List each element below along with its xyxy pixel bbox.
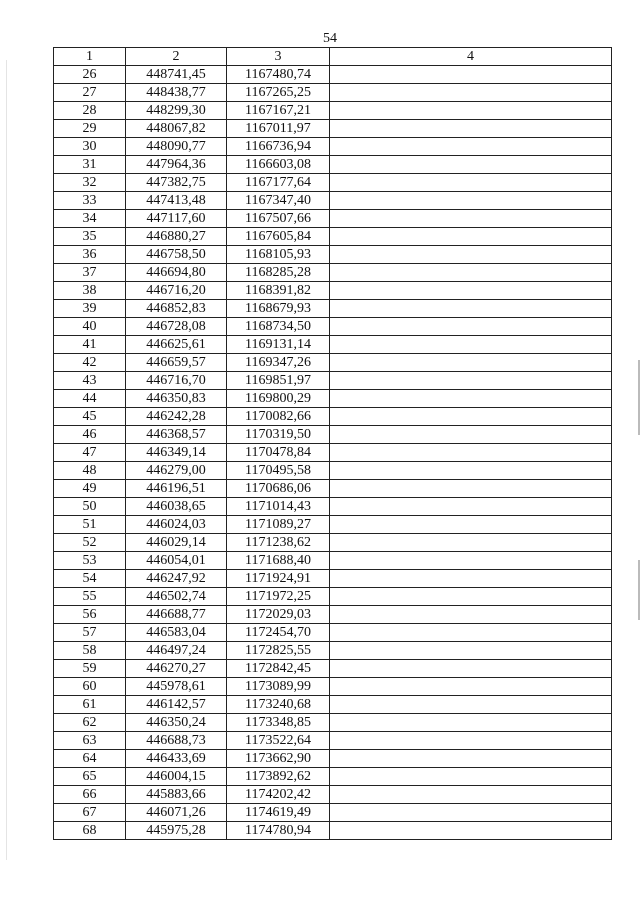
x-coordinate-cell: 446270,27 xyxy=(126,660,227,678)
y-coordinate-cell: 1171238,62 xyxy=(227,534,330,552)
x-coordinate-cell: 446694,80 xyxy=(126,264,227,282)
notes-cell xyxy=(330,156,612,174)
table-row xyxy=(54,354,612,372)
x-coordinate-cell: 446852,83 xyxy=(126,300,227,318)
notes-cell xyxy=(330,768,612,786)
table-row xyxy=(54,606,612,624)
notes-cell xyxy=(330,642,612,660)
point-number-cell: 28 xyxy=(54,102,126,120)
point-number-cell: 63 xyxy=(54,732,126,750)
y-coordinate-cell: 1168391,82 xyxy=(227,282,330,300)
point-number-cell: 55 xyxy=(54,588,126,606)
table-row xyxy=(54,246,612,264)
notes-cell xyxy=(330,678,612,696)
x-coordinate-cell: 446688,77 xyxy=(126,606,227,624)
notes-cell xyxy=(330,426,612,444)
notes-cell xyxy=(330,138,612,156)
y-coordinate-cell: 1168105,93 xyxy=(227,246,330,264)
point-number-cell: 65 xyxy=(54,768,126,786)
x-coordinate-cell: 446502,74 xyxy=(126,588,227,606)
point-number-cell: 67 xyxy=(54,804,126,822)
table-header-row xyxy=(54,48,612,66)
table-row xyxy=(54,372,612,390)
y-coordinate-cell: 1174619,49 xyxy=(227,804,330,822)
x-coordinate-cell: 446368,57 xyxy=(126,426,227,444)
coordinates-table xyxy=(53,47,612,840)
column-header-4: 4 xyxy=(330,48,612,66)
table-row xyxy=(54,678,612,696)
x-coordinate-cell: 446728,08 xyxy=(126,318,227,336)
table-row xyxy=(54,516,612,534)
table-row xyxy=(54,192,612,210)
table-row xyxy=(54,750,612,768)
x-coordinate-cell: 446029,14 xyxy=(126,534,227,552)
notes-cell xyxy=(330,210,612,228)
y-coordinate-cell: 1174202,42 xyxy=(227,786,330,804)
x-coordinate-cell: 445975,28 xyxy=(126,822,227,840)
x-coordinate-cell: 446247,92 xyxy=(126,570,227,588)
notes-cell xyxy=(330,570,612,588)
table-row xyxy=(54,588,612,606)
notes-cell xyxy=(330,462,612,480)
y-coordinate-cell: 1173892,62 xyxy=(227,768,330,786)
table-row xyxy=(54,642,612,660)
point-number-cell: 49 xyxy=(54,480,126,498)
scan-margin-line xyxy=(6,60,7,860)
y-coordinate-cell: 1170082,66 xyxy=(227,408,330,426)
table-row xyxy=(54,570,612,588)
table-row xyxy=(54,732,612,750)
table-row xyxy=(54,768,612,786)
notes-cell xyxy=(330,66,612,84)
table-row xyxy=(54,84,612,102)
y-coordinate-cell: 1171972,25 xyxy=(227,588,330,606)
y-coordinate-cell: 1167167,21 xyxy=(227,102,330,120)
point-number-cell: 34 xyxy=(54,210,126,228)
notes-cell xyxy=(330,660,612,678)
table-row xyxy=(54,444,612,462)
y-coordinate-cell: 1174780,94 xyxy=(227,822,330,840)
table-row xyxy=(54,210,612,228)
y-coordinate-cell: 1171924,91 xyxy=(227,570,330,588)
point-number-cell: 52 xyxy=(54,534,126,552)
x-coordinate-cell: 448090,77 xyxy=(126,138,227,156)
x-coordinate-cell: 446024,03 xyxy=(126,516,227,534)
y-coordinate-cell: 1172454,70 xyxy=(227,624,330,642)
x-coordinate-cell: 446196,51 xyxy=(126,480,227,498)
point-number-cell: 31 xyxy=(54,156,126,174)
table-row xyxy=(54,426,612,444)
notes-cell xyxy=(330,300,612,318)
table-row xyxy=(54,336,612,354)
point-number-cell: 57 xyxy=(54,624,126,642)
point-number-cell: 43 xyxy=(54,372,126,390)
table-row xyxy=(54,66,612,84)
notes-cell xyxy=(330,750,612,768)
notes-cell xyxy=(330,444,612,462)
point-number-cell: 39 xyxy=(54,300,126,318)
notes-cell xyxy=(330,624,612,642)
notes-cell xyxy=(330,246,612,264)
point-number-cell: 33 xyxy=(54,192,126,210)
x-coordinate-cell: 446350,83 xyxy=(126,390,227,408)
x-coordinate-cell: 446142,57 xyxy=(126,696,227,714)
point-number-cell: 42 xyxy=(54,354,126,372)
notes-cell xyxy=(330,84,612,102)
table-row xyxy=(54,786,612,804)
notes-cell xyxy=(330,174,612,192)
x-coordinate-cell: 446716,20 xyxy=(126,282,227,300)
x-coordinate-cell: 448438,77 xyxy=(126,84,227,102)
point-number-cell: 27 xyxy=(54,84,126,102)
x-coordinate-cell: 446659,57 xyxy=(126,354,227,372)
table-row xyxy=(54,714,612,732)
column-header-3: 3 xyxy=(227,48,330,66)
x-coordinate-cell: 446242,28 xyxy=(126,408,227,426)
notes-cell xyxy=(330,390,612,408)
notes-cell xyxy=(330,552,612,570)
y-coordinate-cell: 1169800,29 xyxy=(227,390,330,408)
table-row xyxy=(54,174,612,192)
y-coordinate-cell: 1167347,40 xyxy=(227,192,330,210)
table-row xyxy=(54,138,612,156)
point-number-cell: 47 xyxy=(54,444,126,462)
point-number-cell: 62 xyxy=(54,714,126,732)
point-number-cell: 51 xyxy=(54,516,126,534)
notes-cell xyxy=(330,498,612,516)
x-coordinate-cell: 446583,04 xyxy=(126,624,227,642)
point-number-cell: 40 xyxy=(54,318,126,336)
notes-cell xyxy=(330,732,612,750)
table-row xyxy=(54,390,612,408)
y-coordinate-cell: 1168679,93 xyxy=(227,300,330,318)
y-coordinate-cell: 1170319,50 xyxy=(227,426,330,444)
x-coordinate-cell: 447964,36 xyxy=(126,156,227,174)
notes-cell xyxy=(330,516,612,534)
notes-cell xyxy=(330,714,612,732)
table-row xyxy=(54,696,612,714)
table-row xyxy=(54,228,612,246)
x-coordinate-cell: 447413,48 xyxy=(126,192,227,210)
notes-cell xyxy=(330,228,612,246)
table-row xyxy=(54,156,612,174)
x-coordinate-cell: 446054,01 xyxy=(126,552,227,570)
point-number-cell: 66 xyxy=(54,786,126,804)
point-number-cell: 61 xyxy=(54,696,126,714)
table-row xyxy=(54,408,612,426)
notes-cell xyxy=(330,534,612,552)
point-number-cell: 50 xyxy=(54,498,126,516)
notes-cell xyxy=(330,192,612,210)
point-number-cell: 68 xyxy=(54,822,126,840)
notes-cell xyxy=(330,408,612,426)
point-number-cell: 54 xyxy=(54,570,126,588)
x-coordinate-cell: 446758,50 xyxy=(126,246,227,264)
notes-cell xyxy=(330,606,612,624)
column-header-1: 1 xyxy=(54,48,126,66)
x-coordinate-cell: 448741,45 xyxy=(126,66,227,84)
table-row xyxy=(54,534,612,552)
y-coordinate-cell: 1170478,84 xyxy=(227,444,330,462)
notes-cell xyxy=(330,264,612,282)
x-coordinate-cell: 446279,00 xyxy=(126,462,227,480)
point-number-cell: 64 xyxy=(54,750,126,768)
x-coordinate-cell: 446071,26 xyxy=(126,804,227,822)
notes-cell xyxy=(330,786,612,804)
y-coordinate-cell: 1173522,64 xyxy=(227,732,330,750)
x-coordinate-cell: 446004,15 xyxy=(126,768,227,786)
table-row xyxy=(54,462,612,480)
point-number-cell: 58 xyxy=(54,642,126,660)
point-number-cell: 30 xyxy=(54,138,126,156)
x-coordinate-cell: 446688,73 xyxy=(126,732,227,750)
notes-cell xyxy=(330,372,612,390)
table-body xyxy=(54,66,612,840)
table-row xyxy=(54,822,612,840)
y-coordinate-cell: 1173348,85 xyxy=(227,714,330,732)
notes-cell xyxy=(330,336,612,354)
y-coordinate-cell: 1169347,26 xyxy=(227,354,330,372)
notes-cell xyxy=(330,480,612,498)
point-number-cell: 46 xyxy=(54,426,126,444)
notes-cell xyxy=(330,804,612,822)
y-coordinate-cell: 1167265,25 xyxy=(227,84,330,102)
y-coordinate-cell: 1171688,40 xyxy=(227,552,330,570)
y-coordinate-cell: 1166736,94 xyxy=(227,138,330,156)
y-coordinate-cell: 1170495,58 xyxy=(227,462,330,480)
y-coordinate-cell: 1172029,03 xyxy=(227,606,330,624)
table-row xyxy=(54,300,612,318)
x-coordinate-cell: 448067,82 xyxy=(126,120,227,138)
x-coordinate-cell: 446716,70 xyxy=(126,372,227,390)
notes-cell xyxy=(330,354,612,372)
point-number-cell: 45 xyxy=(54,408,126,426)
x-coordinate-cell: 446433,69 xyxy=(126,750,227,768)
point-number-cell: 44 xyxy=(54,390,126,408)
table-row xyxy=(54,660,612,678)
y-coordinate-cell: 1172842,45 xyxy=(227,660,330,678)
x-coordinate-cell: 447382,75 xyxy=(126,174,227,192)
point-number-cell: 60 xyxy=(54,678,126,696)
column-header-2: 2 xyxy=(126,48,227,66)
notes-cell xyxy=(330,282,612,300)
y-coordinate-cell: 1171089,27 xyxy=(227,516,330,534)
y-coordinate-cell: 1172825,55 xyxy=(227,642,330,660)
point-number-cell: 29 xyxy=(54,120,126,138)
x-coordinate-cell: 448299,30 xyxy=(126,102,227,120)
y-coordinate-cell: 1173662,90 xyxy=(227,750,330,768)
notes-cell xyxy=(330,120,612,138)
notes-cell xyxy=(330,318,612,336)
y-coordinate-cell: 1167507,66 xyxy=(227,210,330,228)
x-coordinate-cell: 446038,65 xyxy=(126,498,227,516)
point-number-cell: 26 xyxy=(54,66,126,84)
point-number-cell: 32 xyxy=(54,174,126,192)
table-row xyxy=(54,282,612,300)
table-row xyxy=(54,624,612,642)
table-row xyxy=(54,318,612,336)
y-coordinate-cell: 1173240,68 xyxy=(227,696,330,714)
table-row xyxy=(54,264,612,282)
y-coordinate-cell: 1167177,64 xyxy=(227,174,330,192)
y-coordinate-cell: 1167605,84 xyxy=(227,228,330,246)
y-coordinate-cell: 1168285,28 xyxy=(227,264,330,282)
x-coordinate-cell: 445883,66 xyxy=(126,786,227,804)
x-coordinate-cell: 445978,61 xyxy=(126,678,227,696)
y-coordinate-cell: 1173089,99 xyxy=(227,678,330,696)
point-number-cell: 56 xyxy=(54,606,126,624)
y-coordinate-cell: 1166603,08 xyxy=(227,156,330,174)
point-number-cell: 53 xyxy=(54,552,126,570)
x-coordinate-cell: 446349,14 xyxy=(126,444,227,462)
x-coordinate-cell: 447117,60 xyxy=(126,210,227,228)
point-number-cell: 59 xyxy=(54,660,126,678)
table-row xyxy=(54,552,612,570)
page-number: 54 xyxy=(323,31,337,46)
point-number-cell: 35 xyxy=(54,228,126,246)
y-coordinate-cell: 1171014,43 xyxy=(227,498,330,516)
y-coordinate-cell: 1169851,97 xyxy=(227,372,330,390)
table-row xyxy=(54,498,612,516)
table-row xyxy=(54,480,612,498)
notes-cell xyxy=(330,696,612,714)
point-number-cell: 38 xyxy=(54,282,126,300)
y-coordinate-cell: 1169131,14 xyxy=(227,336,330,354)
notes-cell xyxy=(330,102,612,120)
table-row xyxy=(54,120,612,138)
point-number-cell: 37 xyxy=(54,264,126,282)
x-coordinate-cell: 446880,27 xyxy=(126,228,227,246)
y-coordinate-cell: 1167011,97 xyxy=(227,120,330,138)
y-coordinate-cell: 1170686,06 xyxy=(227,480,330,498)
x-coordinate-cell: 446350,24 xyxy=(126,714,227,732)
notes-cell xyxy=(330,822,612,840)
point-number-cell: 48 xyxy=(54,462,126,480)
point-number-cell: 36 xyxy=(54,246,126,264)
y-coordinate-cell: 1167480,74 xyxy=(227,66,330,84)
point-number-cell: 41 xyxy=(54,336,126,354)
y-coordinate-cell: 1168734,50 xyxy=(227,318,330,336)
notes-cell xyxy=(330,588,612,606)
x-coordinate-cell: 446497,24 xyxy=(126,642,227,660)
x-coordinate-cell: 446625,61 xyxy=(126,336,227,354)
table-row xyxy=(54,804,612,822)
table-row xyxy=(54,102,612,120)
